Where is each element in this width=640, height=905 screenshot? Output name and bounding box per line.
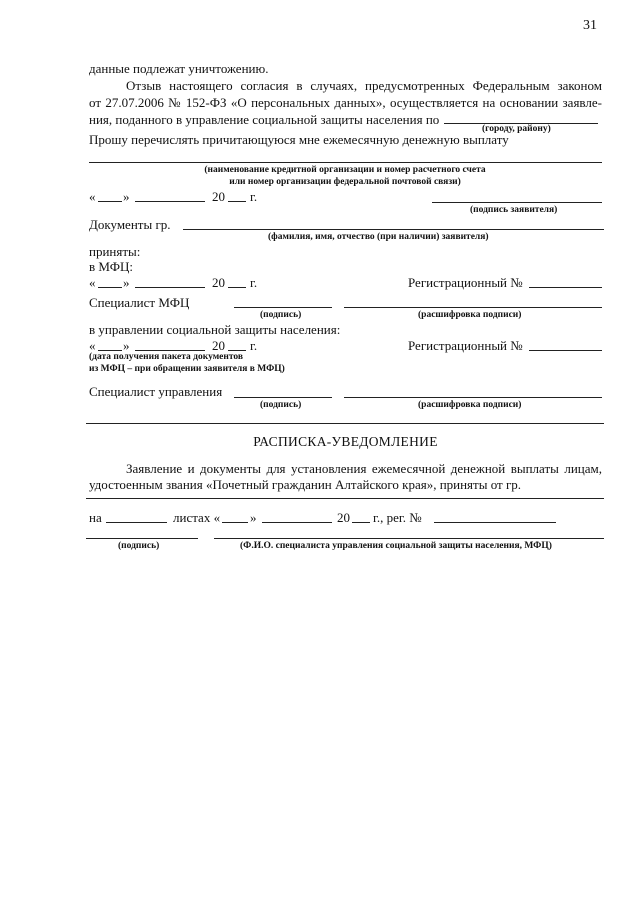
applicant-fio-line[interactable]	[183, 229, 604, 230]
date-year-prefix: 20	[212, 189, 225, 204]
payment-request: Прошу перечислять причитающуюся мне ежемесячную денежную выплату	[89, 132, 509, 147]
hint-applicant-fio: (фамилия, имя, отчество (при наличии) заявителя)	[268, 232, 489, 242]
mfc-date-day-line[interactable]	[98, 287, 122, 288]
receipt-line-1: Заявление и документы для установления ежемесячной денежной выплаты лицам,	[126, 461, 602, 476]
mfc-date-month-line[interactable]	[135, 287, 205, 288]
consent-line-4: ния, поданного в управление социальной защиты населения по	[89, 112, 440, 127]
bank-account-line[interactable]	[89, 162, 602, 163]
receipt-day-line[interactable]	[222, 522, 248, 523]
hint-bank-1: (наименование кредитной организации и номер расчетного счета	[204, 165, 486, 175]
usz-date-day-line[interactable]	[98, 350, 122, 351]
mfc-specialist-decode-line[interactable]	[344, 307, 602, 308]
accepted-label: приняты:	[89, 244, 141, 259]
hint-usz-decode: (расшифровка подписи)	[418, 400, 522, 410]
usz-specialist-label: Специалист управления	[89, 384, 223, 399]
mfc-specialist-label: Специалист МФЦ	[89, 295, 190, 310]
receipt-sheets-count-line[interactable]	[106, 522, 167, 523]
hint-bank-2: или номер организации федеральной почтовой связи)	[229, 177, 461, 187]
usz-date-open: «	[89, 338, 96, 353]
page-number: 31	[583, 18, 597, 33]
consent-line-1: данные подлежат уничтожению.	[89, 61, 269, 76]
receipt-reg-label: г., рег. №	[373, 510, 422, 525]
date-year-suffix: г.	[250, 189, 258, 204]
receipt-year-line[interactable]	[352, 522, 370, 523]
hint-mfc-decode: (расшифровка подписи)	[418, 310, 522, 320]
hint-usz-sign: (подпись)	[260, 400, 302, 410]
usz-date-year-prefix: 20	[212, 338, 225, 353]
consent-line-3: от 27.07.2006 № 152-ФЗ «О персональных данных», осуществляется на основании заявле-	[89, 95, 602, 110]
receipt-year-prefix: 20	[337, 510, 350, 525]
applicant-signature-line[interactable]	[432, 202, 602, 203]
date-close-quote: »	[123, 189, 130, 204]
mfc-date-open: «	[89, 275, 96, 290]
usz-reg-number-line[interactable]	[529, 350, 602, 351]
usz-date-year-suffix: г.	[250, 338, 258, 353]
receipt-sign-line[interactable]	[86, 538, 198, 539]
documents-label: Документы гр.	[89, 217, 171, 232]
receipt-month-line[interactable]	[262, 522, 332, 523]
receipt-close-quote: »	[250, 510, 257, 525]
date-day-line[interactable]	[98, 201, 122, 202]
receipt-fio-line[interactable]	[86, 498, 604, 499]
mfc-specialist-sign-line[interactable]	[234, 307, 332, 308]
mfc-date-year-line[interactable]	[228, 287, 246, 288]
hint-mfc-sign: (подпись)	[260, 310, 302, 320]
date-open-quote: «	[89, 189, 96, 204]
receipt-specialist-fio-line[interactable]	[214, 538, 604, 539]
hint-receipt-date-2: из МФЦ – при обращении заявителя в МФЦ)	[89, 364, 285, 374]
date-year-line[interactable]	[228, 201, 246, 202]
usz-date-month-line[interactable]	[135, 350, 205, 351]
hint-receipt-specialist-fio: (Ф.И.О. специалиста управления социальной защиты населения, МФЦ)	[240, 541, 552, 551]
usz-label: в управлении социальной защиты населения:	[89, 322, 341, 337]
receipt-line-2: удостоенным звания «Почетный гражданин Алтайского края», приняты от гр.	[89, 477, 522, 492]
mfc-reg-number-line[interactable]	[529, 287, 602, 288]
mfc-date-close: »	[123, 275, 130, 290]
mfc-date-year-suffix: г.	[250, 275, 258, 290]
usz-date-close: »	[123, 338, 130, 353]
hint-receipt-date-1: (дата получения пакета документов	[89, 352, 244, 362]
consent-line-2: Отзыв настоящего согласия в случаях, предусмотренных Федеральным законом	[126, 78, 602, 93]
usz-specialist-decode-line[interactable]	[344, 397, 602, 398]
mfc-date-year-prefix: 20	[212, 275, 225, 290]
hint-city-district: (городу, району)	[482, 124, 551, 134]
usz-reg-number-label: Регистрационный №	[408, 338, 523, 353]
hint-applicant-signature: (подпись заявителя)	[470, 205, 558, 215]
section-divider	[86, 423, 604, 424]
receipt-title: РАСПИСКА-УВЕДОМЛЕНИЕ	[253, 434, 438, 449]
mfc-reg-number-label: Регистрационный №	[408, 275, 523, 290]
receipt-on-label: на	[89, 510, 102, 525]
receipt-sheets-label: листах «	[173, 510, 221, 525]
mfc-label: в МФЦ:	[89, 259, 134, 274]
hint-receipt-sign: (подпись)	[118, 541, 160, 551]
usz-specialist-sign-line[interactable]	[234, 397, 332, 398]
date-month-line[interactable]	[135, 201, 205, 202]
receipt-reg-number-line[interactable]	[434, 522, 556, 523]
usz-date-year-line[interactable]	[228, 350, 246, 351]
